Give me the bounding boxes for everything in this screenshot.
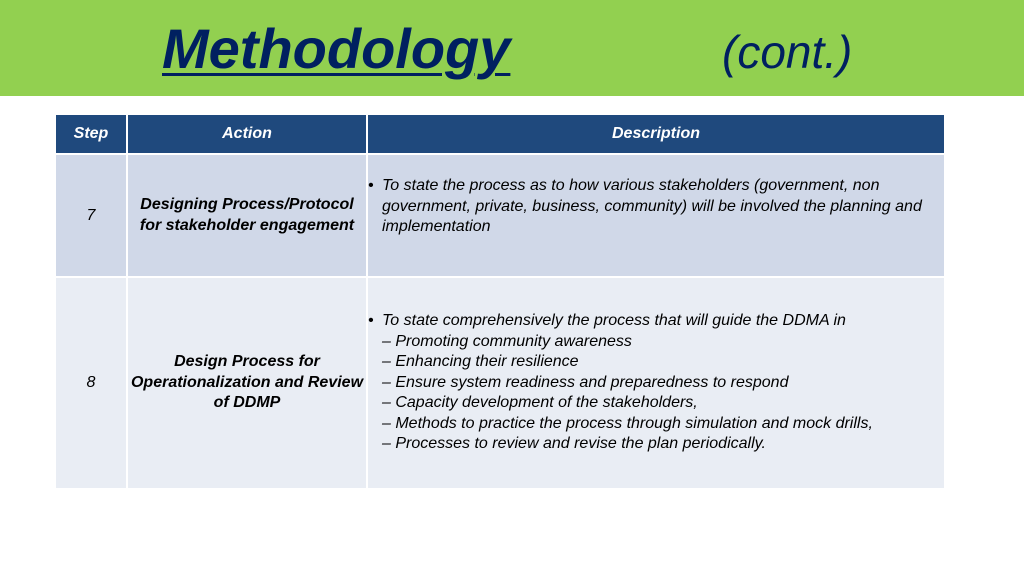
slide-subtitle: (cont.) <box>722 26 853 78</box>
description-cell <box>367 154 945 277</box>
bullet-icon: • <box>368 177 374 194</box>
list-item: – Enhancing their resilience <box>382 353 579 371</box>
column-header-action: Action <box>127 114 367 154</box>
description-bullet <box>368 311 944 332</box>
step-number: 7 <box>55 154 127 277</box>
header-band <box>0 0 1024 96</box>
description-cell <box>367 277 945 489</box>
bullet-icon: • <box>368 312 374 330</box>
action-cell: Design Process for Operationalization and Review of DDMP <box>127 277 367 489</box>
table-header-row <box>55 114 945 154</box>
table-row <box>55 154 945 277</box>
list-item: – Processes to review and revise the plan periodically. <box>382 435 766 453</box>
list-item: – Methods to practice the process through simulation and mock drills, <box>382 414 873 432</box>
list-item: – Capacity development of the stakeholders, <box>382 394 698 412</box>
description-bullet <box>368 176 944 238</box>
bullet-text: To state comprehensively the process that will guide the DDMA in <box>382 312 846 330</box>
sub-item-list <box>368 332 944 455</box>
step-number: 8 <box>55 277 127 489</box>
methodology-table <box>54 113 946 490</box>
bullet-text: To state the process as to how various stakeholders (government, non government, private, business, community) will be involved the planning and implementation <box>382 177 922 235</box>
column-header-step: Step <box>55 114 127 154</box>
list-item: – Promoting community awareness <box>382 332 632 350</box>
column-header-description: Description <box>367 114 945 154</box>
list-item: – Ensure system readiness and preparedness to respond <box>382 373 789 391</box>
action-cell: Designing Process/Protocol for stakeholder engagement <box>127 154 367 277</box>
slide-title: Methodology <box>162 17 511 80</box>
table-row <box>55 277 945 489</box>
